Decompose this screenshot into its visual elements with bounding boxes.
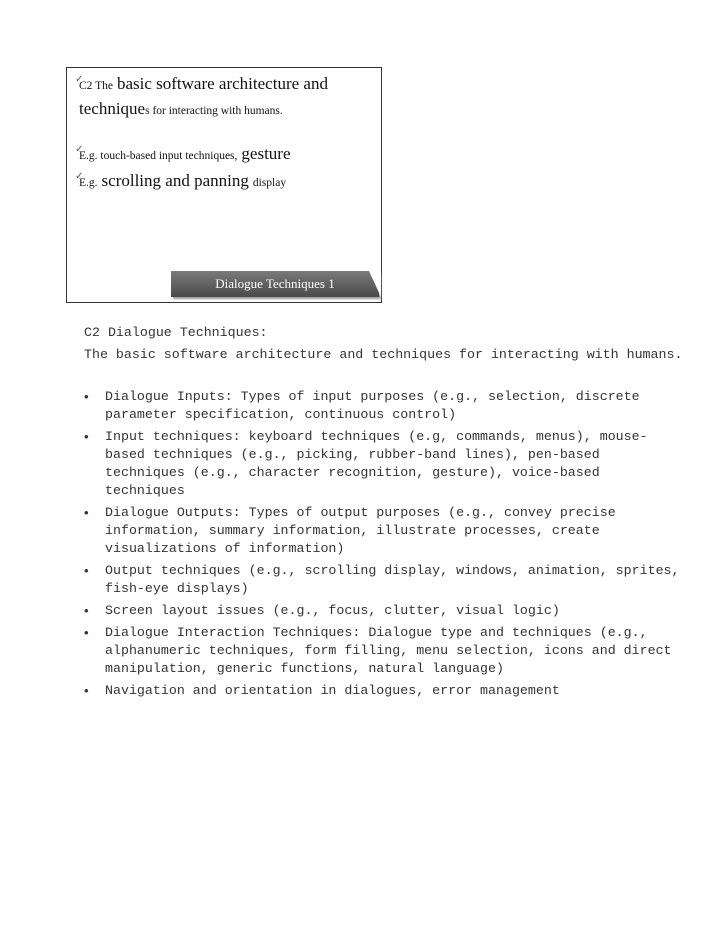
check-icon: ✓ [75,144,84,155]
slide-text: display [252,177,287,189]
slide-text: gesture [241,144,291,163]
slide-line-2 [75,144,291,164]
slide-text: E.g. touch-based input techniques, [79,150,238,162]
slide-text: C2 The [79,80,113,92]
slide-text: scrolling and panning [101,171,249,190]
banner-corner [369,271,381,297]
list-item: • Output techniques (e.g., scrolling display, windows, animation, sprites, fish-eye displays) [84,562,684,598]
check-icon: ✓ [75,74,84,85]
list-item: • Input techniques: keyboard techniques (e.g, commands, menus), mouse-based techniques (e.g., picking, rubber-band lines), pen-based techniques (e.g., character recognition, gesture), voice-based techniques [84,428,684,500]
list-item: • Dialogue Inputs: Types of input purposes (e.g., selection, discrete parameter specification, continuous control) [84,388,684,424]
slide-text: basic software architecture and [116,74,328,93]
slide-thumbnail [66,67,382,303]
list-item: • Screen layout issues (e.g., focus, clutter, visual logic) [84,602,684,620]
slide-title-banner [171,271,379,297]
notes-heading: C2 Dialogue Techniques: [84,325,268,340]
speaker-notes [84,324,684,704]
notes-bullet-list [84,388,684,700]
notes-intro: The basic software architecture and techniques for interacting with humans. [84,347,683,362]
slide-text: technique [79,99,146,118]
slide-text: s for interacting with humans. [145,105,283,117]
slide-line-1 [75,74,328,94]
slide-title: Dialogue Techniques 1 [215,276,335,291]
list-item: • Dialogue Outputs: Types of output purposes (e.g., convey precise information, summary information, illustrate processes, create visualizations of information) [84,504,684,558]
slide-line-3 [75,171,287,191]
list-item: • Navigation and orientation in dialogues, error management [84,682,684,700]
list-item: • Dialogue Interaction Techniques: Dialogue type and techniques (e.g., alphanumeric techniques, form filling, menu selection, icons and direct manipulation, generic functions, natural language) [84,624,684,678]
slide-text: E.g. [79,177,98,189]
check-icon: ✓ [75,171,84,182]
slide-line-1b [79,99,283,119]
